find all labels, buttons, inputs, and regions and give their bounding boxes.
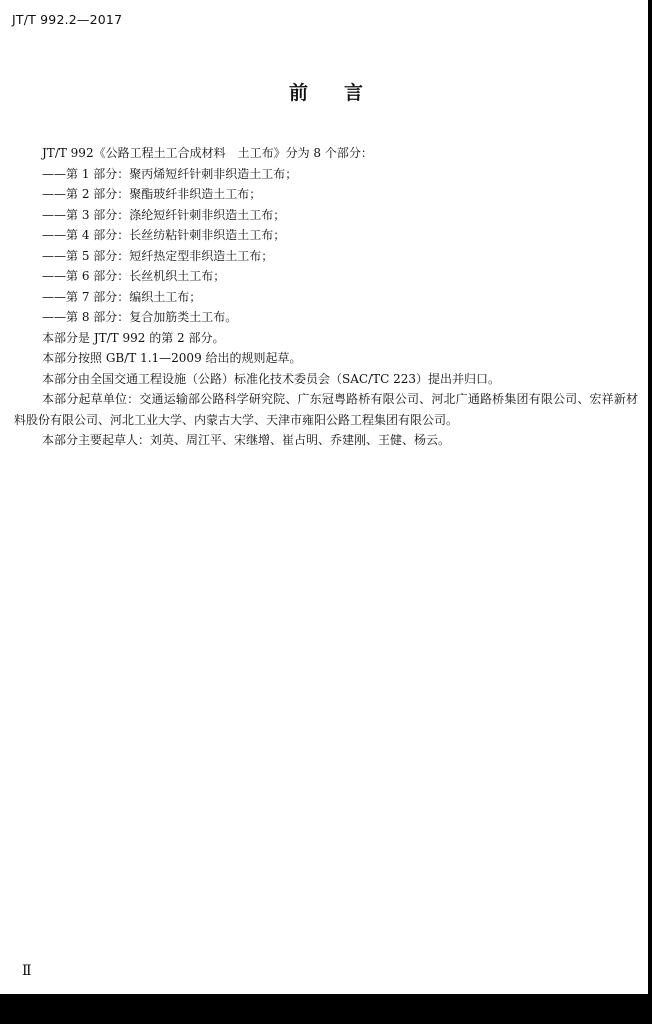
part-list-item: ——第 3 部分：涤纶短纤针刺非织造土工布； — [42, 207, 286, 222]
foreword-body — [14, 143, 638, 451]
part-list-item: ——第 1 部分：聚丙烯短纤针刺非织造土工布； — [42, 166, 298, 181]
part-of-statement: 本部分是 JT/T 992 的第 2 部分。 — [42, 330, 225, 345]
proposed-by-statement: 本部分由全国交通工程设施（公路）标准化技术委员会（SAC/TC 223）提出并归口。 — [42, 371, 501, 386]
part-list-item: ——第 2 部分：聚酯玻纤非织造土工布； — [42, 187, 262, 201]
part-list-item: ——第 4 部分：长丝纺粘针刺非织造土工布； — [42, 228, 286, 242]
drafting-rule-statement: 本部分按照 GB/T 1.1—2009 给出的规则起草。 — [42, 351, 302, 365]
main-drafters-statement: 本部分主要起草人：刘英、周江平、宋继增、崔占明、乔建刚、王健、杨云。 — [42, 433, 451, 447]
bottom-border-bar — [0, 994, 652, 1024]
page-number: Ⅱ — [22, 963, 32, 979]
standard-code-header: JT/T 992.2—2017 — [12, 12, 123, 27]
part-list-item: ——第 5 部分：短纤热定型非织造土工布； — [42, 248, 274, 263]
part-list-item: ——第 8 部分：复合加筋类土工布。 — [42, 310, 238, 324]
part-list-item: ——第 6 部分：长丝机织土工布； — [42, 269, 226, 283]
page-edge-rule — [648, 0, 652, 994]
page-title: 前言 — [288, 82, 399, 104]
intro-paragraph: JT/T 992《公路工程土工合成材料 土工布》分为 8 个部分： — [42, 146, 373, 160]
part-list-item: ——第 7 部分：编织土工布； — [42, 289, 202, 304]
drafting-units-paragraph: 本部分起草单位：交通运输部公路科学研究院、广东冠粤路桥有限公司、河北广通路桥集团有限公司、宏祥新材料股份有限公司、河北工业大学、内蒙古大学、天津市雍阳公路工程集团有限公司。 — [14, 392, 638, 427]
